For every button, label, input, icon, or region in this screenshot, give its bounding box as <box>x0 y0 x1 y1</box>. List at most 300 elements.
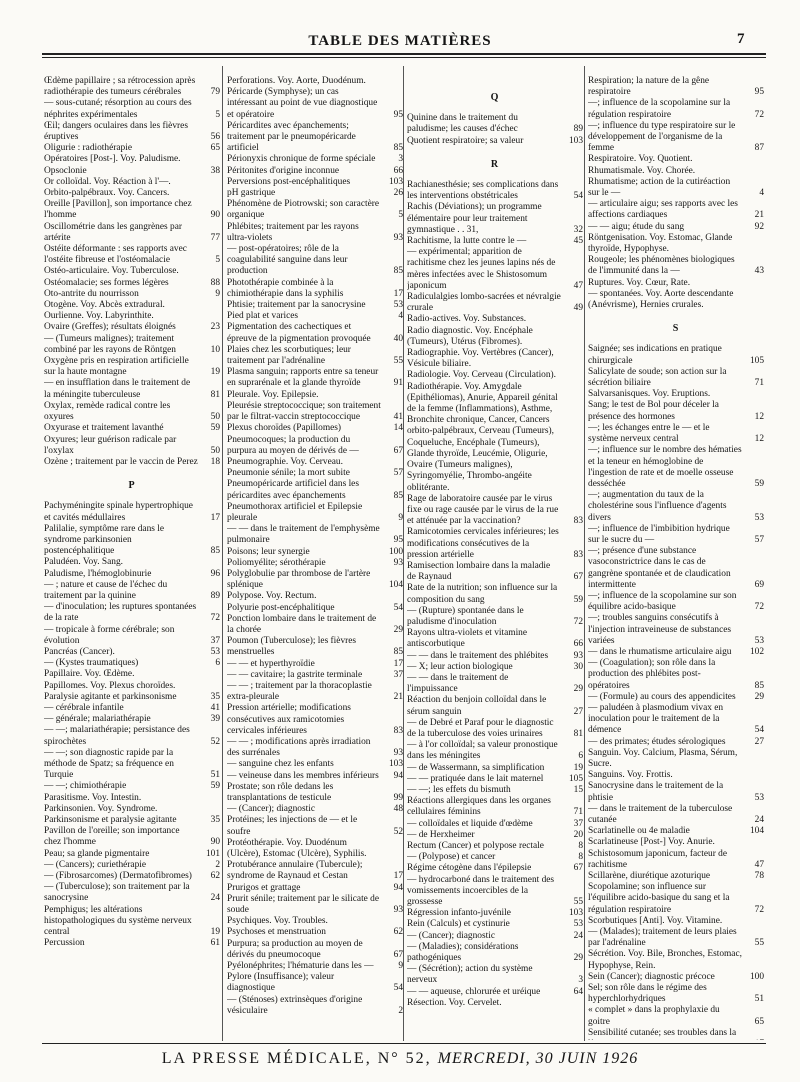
index-entry <box>227 681 403 703</box>
entry-page: 65 <box>754 1016 764 1027</box>
index-entry <box>227 300 403 311</box>
entry-page: 95 <box>393 109 403 120</box>
entry-page: 24 <box>754 815 764 825</box>
index-entry <box>44 356 220 378</box>
entry-text: — X; leur action biologique <box>407 661 513 672</box>
index-entry <box>588 826 764 837</box>
entry-text: Peau; sa glande pigmentaire <box>44 848 150 859</box>
index-column-4 <box>588 76 764 1040</box>
entry-text: — (Sécrétion); action du système nerveux <box>407 964 533 986</box>
entry-page: 59 <box>210 423 220 434</box>
entry-text: Ovaire (Greffes); résultats éloignés <box>44 322 176 333</box>
entry-text: — (Tumeurs malignes); traitement combiné par les rayons de Röntgen <box>44 333 176 355</box>
entry-text: Oreille [Pavillon], son importance chez l'homme <box>44 199 192 221</box>
entry-text: Oto-antrite du nourrisson <box>44 288 139 299</box>
entry-text: Rayons ultra-violets et vitamine antiscorbutique <box>407 628 528 650</box>
index-entry <box>588 692 764 703</box>
index-entry <box>588 748 764 770</box>
index-entry <box>588 849 764 871</box>
index-entry <box>44 98 220 120</box>
entry-page: 21 <box>393 692 403 703</box>
entry-page: 54 <box>573 191 583 202</box>
entry-page: 19 <box>210 927 220 938</box>
index-entry <box>407 583 583 605</box>
entry-text: Plaies chez les scorbutiques; leur traitement par l'adrénaline <box>227 344 351 367</box>
entry-text: Rachis (Déviations); un programme élémentaire pour leur traitement gymnastique . . 31, <box>407 202 542 235</box>
entry-page: 54 <box>393 602 403 613</box>
index-entry <box>227 860 403 882</box>
entry-text: — dans le traitement de la tuberculose cutanée <box>588 803 733 825</box>
index-entry <box>227 87 403 121</box>
index-entry <box>588 445 764 490</box>
entry-page: 72 <box>573 616 583 627</box>
entry-page: 57 <box>393 468 403 479</box>
entry-page: 37 <box>393 669 403 680</box>
index-entry <box>227 961 403 972</box>
entry-page: 87 <box>754 143 764 154</box>
index-entry <box>588 154 764 165</box>
entry-text: Polypose. Voy. Rectum. <box>227 591 317 602</box>
entry-text: — —; son diagnostic rapide par la méthode de Spatz; sa fréquence en Turquie <box>44 747 174 781</box>
index-entry <box>407 763 583 774</box>
entry-page: 47 <box>754 859 764 870</box>
entry-page: 45 <box>573 236 583 247</box>
index-entry <box>588 524 764 546</box>
entry-text: Phlébites; traitement par les rayons ultra-violets <box>227 221 359 243</box>
entry-text: —; influence de l'imbibition hydrique sur le sucre du — <box>588 523 730 545</box>
index-entry <box>407 494 583 528</box>
entry-page: 27 <box>573 706 583 717</box>
entry-page: 104 <box>749 826 764 837</box>
index-entry <box>227 939 403 961</box>
entry-page: 103 <box>388 176 403 187</box>
entry-text: Pneumothorax artificiel et Epilepsie pleurale <box>227 501 363 523</box>
entry-text: — (Cancer); diagnostic <box>227 804 315 815</box>
index-entry <box>407 841 583 852</box>
entry-text: — (Malades); traitement de leurs plaies par l'adrénaline <box>588 927 737 949</box>
index-entry <box>407 998 583 1009</box>
entry-page: 89 <box>573 124 583 135</box>
entry-page: 59 <box>573 594 583 605</box>
index-entry <box>227 591 403 602</box>
entry-text: Pleurale. Voy. Epilepsie. <box>227 389 319 400</box>
index-entry <box>407 314 583 325</box>
index-entry <box>227 367 403 389</box>
footer-date: MERCREDI, 30 JUIN 1926 <box>437 1050 639 1067</box>
entry-text: Paralysie agitante et parkinsonisme <box>44 691 177 702</box>
index-entry <box>407 830 583 841</box>
entry-text: Radio-actives. Voy. Substances. <box>407 314 527 325</box>
entry-page: 15 <box>573 784 583 795</box>
column-divider <box>222 66 223 1041</box>
entry-text: — paludéen à plasmodium vivax en inoculation pour le traitement de la démence <box>588 702 724 736</box>
entry-page: 55 <box>754 938 764 949</box>
index-entry <box>588 658 764 692</box>
index-entry <box>227 972 403 994</box>
entry-page: 62 <box>393 927 403 938</box>
entry-text: Péritonites d'origine inconnue <box>227 165 340 176</box>
index-entry <box>44 401 220 423</box>
entry-text: Rectum (Cancer) et polypose rectale <box>407 841 544 851</box>
entry-page: 37 <box>573 818 583 829</box>
index-entry <box>588 703 764 737</box>
entry-text: Prurigos et grattage <box>227 882 301 893</box>
entry-page: 10 <box>210 344 220 355</box>
entry-text: — hydrocarboné dans le traitement des vomissements incoercibles de la grossesse <box>407 874 555 908</box>
entry-page: 6 <box>578 751 583 762</box>
entry-page: 72 <box>754 109 764 120</box>
index-entry <box>227 636 403 658</box>
entry-page: 53 <box>754 635 764 646</box>
entry-text: — d'inoculation; les ruptures spontanées de la rate <box>44 602 197 624</box>
index-entry <box>227 883 403 894</box>
index-entry <box>588 737 764 748</box>
entry-page: 93 <box>573 650 583 661</box>
entry-text: Ponction lombaire dans le traitement de la chorée <box>227 613 377 635</box>
index-entry <box>44 714 220 725</box>
entry-text: — tropicale à forme cérébrale; son évolution <box>44 624 175 646</box>
entry-text: Pleurésie streptococcique; son traitement par le filtrat-vaccin streptococcique <box>227 400 381 423</box>
entry-text: Protubérance annulaire (Tubercule); syndrome de Raynaud et Cestan <box>227 860 363 882</box>
entry-page: 67 <box>393 949 403 960</box>
entry-page: 3 <box>578 975 583 986</box>
entry-text: — — dans le traitement de l'impuissance <box>407 672 509 695</box>
entry-text: Quinine dans le traitement du paludisme; les causes d'échec <box>407 113 518 135</box>
index-entry <box>44 849 220 860</box>
entry-page: 24 <box>210 893 220 904</box>
entry-page: 94 <box>393 770 403 781</box>
index-entry <box>44 244 220 266</box>
entry-page <box>742 1039 764 1040</box>
entry-page: 99 <box>393 793 403 803</box>
entry-text: Pneumonie sénile; la mort subite <box>227 468 350 479</box>
entry-text: Radiculalgies lombo-sacrées et névralgie crurale <box>407 292 561 314</box>
index-entry <box>227 759 403 770</box>
entry-page: 51 <box>210 770 220 781</box>
index-entry <box>588 916 764 927</box>
entry-page: 101 <box>205 848 220 859</box>
entry-text: Pyélonéphrites; l'hématurie dans les — <box>227 961 374 972</box>
entry-text: Scillarène, diurétique azoturique <box>588 871 711 882</box>
entry-page: 5 <box>398 210 403 221</box>
entry-page: 21 <box>754 210 764 221</box>
entry-text: Péricardites avec épanchements; traitement par le pneumopéricarde artificiel <box>227 120 356 154</box>
index-entry <box>227 782 403 804</box>
entry-page: 72 <box>754 602 764 613</box>
entry-page: 3 <box>398 154 403 165</box>
entry-text: — expérimental; apparition de rachitisme chez les jeunes lapins nés de mères infectées avec le Shistosomum japonicum <box>407 247 556 291</box>
entry-text: Palilalie, symptôme rare dans le syndrome parkinsonien postencéphalitique <box>44 523 165 557</box>
index-entry <box>407 875 583 909</box>
entry-text: —; les échanges entre le — et le système nerveux central <box>588 422 710 445</box>
entry-page: 12 <box>754 411 764 422</box>
entry-text: Rein (Calculs) et cystinurie <box>407 919 510 930</box>
entry-text: Sanguin. Voy. Calcium, Plasma, Sérum, Sucre. <box>588 747 738 769</box>
entry-text: Scarlatineuse [Post-] Voy. Anurie. <box>588 837 715 848</box>
index-entry <box>44 435 220 457</box>
entry-page: 66 <box>573 639 583 650</box>
entry-text: Oscillométrie dans les gangrènes par artérite <box>44 221 182 243</box>
index-entry <box>407 964 583 986</box>
entry-text: — (Formule) au cours des appendicites <box>588 691 736 702</box>
entry-page: 38 <box>210 165 220 176</box>
index-entry <box>227 614 403 636</box>
entry-text: Opsoclonie <box>44 165 87 176</box>
entry-text: Photothérapie combinée à la chimiothérapie dans la syphilis <box>227 277 344 299</box>
entry-text: — (Tuberculose); son traitement par la sanocrysine <box>44 882 190 904</box>
entry-page: 19 <box>573 762 583 773</box>
index-entry <box>588 647 764 658</box>
entry-text: Ostéo-articulaire. Voy. Tuberculose. <box>44 266 179 277</box>
entry-page: 90 <box>210 210 220 221</box>
index-entry <box>227 435 403 457</box>
index-entry <box>588 177 764 199</box>
index-entry <box>44 725 220 747</box>
index-entry <box>588 423 764 445</box>
entry-text: Scorbutiques [Anti]. Voy. Vitamine. <box>588 915 723 926</box>
index-entry <box>227 894 403 916</box>
entry-text: Poisons; leur synergie <box>227 546 310 557</box>
entry-page: 9 <box>215 288 220 299</box>
index-entry <box>588 949 764 971</box>
entry-page: 51 <box>754 994 764 1005</box>
entry-page: 93 <box>393 557 403 568</box>
index-entry <box>44 781 220 792</box>
index-entry <box>44 826 220 848</box>
entry-page: 72 <box>210 613 220 624</box>
entry-text: « complet » dans la prophylaxie du goitre <box>588 1005 720 1027</box>
entry-page: 62 <box>210 871 220 882</box>
index-entry <box>227 457 403 468</box>
index-entry <box>44 222 220 244</box>
entry-text: Parkinsonisme et paralysie agitante <box>44 815 177 825</box>
entry-text: Œil; dangers oculaires dans les fièvres éruptives <box>44 120 188 143</box>
index-entry <box>44 804 220 815</box>
entry-page: 103 <box>568 135 583 146</box>
entry-text: Pneumographie. Voy. Cerveau. <box>227 456 343 467</box>
entry-text: Pneumopéricarde artificiel dans les péricardites avec épanchements <box>227 479 359 501</box>
index-entry <box>44 748 220 782</box>
index-entry <box>44 658 220 669</box>
entry-page: 78 <box>754 871 764 882</box>
index-entry <box>407 673 583 695</box>
entry-page: 20 <box>573 829 583 840</box>
entry-text: Régime cétogène dans l'épilepsie <box>407 863 532 874</box>
entry-text: Poliomyélite; sérothérapie <box>227 557 326 568</box>
entry-text: Polyurie post-encéphalitique <box>227 602 335 613</box>
entry-text: Rhumatisme; action de la cutiréaction sur le — <box>588 176 731 199</box>
entry-text: — (Sténoses) extrinsèques d'origine vésiculaire <box>227 994 363 1016</box>
entry-page: 85 <box>393 647 403 658</box>
index-entry <box>588 1005 764 1027</box>
footer-rule <box>42 1043 766 1044</box>
entry-page: 29 <box>754 691 764 702</box>
index-entry <box>227 322 403 344</box>
entry-page: 67 <box>393 445 403 456</box>
index-entry <box>227 188 403 199</box>
entry-text: —; troubles sanguins consécutifs à l'injection intraveineuse de substances variées <box>588 613 732 646</box>
entry-text: — de Debré et Paraf pour le diagnostic de la tuberculose des voies urinaires <box>407 717 554 739</box>
index-entry <box>227 121 403 155</box>
entry-page: 19 <box>210 367 220 378</box>
entry-text: Réactions allergiques dans les organes cellulaires féminins <box>407 796 551 818</box>
index-entry <box>44 199 220 221</box>
entry-text: — sous-cutané; résorption au cours des néphrites expérimentales <box>44 98 192 120</box>
index-entry <box>588 972 764 983</box>
header-rule <box>42 53 766 55</box>
entry-page: 83 <box>573 516 583 527</box>
index-entry <box>588 289 764 311</box>
entry-text: —; influence du type respiratoire sur le développement de l'organisme de la femme <box>588 120 736 154</box>
entry-text: Pneumocoques; la production du purpura au moyen de dérivés de — <box>227 434 359 456</box>
entry-page: 29 <box>393 624 403 635</box>
index-entry <box>588 233 764 255</box>
entry-page: 50 <box>210 412 220 423</box>
entry-text: Œdème papillaire ; sa rétrocession après radiothérapie des tumeurs cérébrales <box>44 76 196 98</box>
entry-text: Opératoires [Post-]. Voy. Paludisme. <box>44 154 181 165</box>
entry-page: 65 <box>210 143 220 154</box>
entry-page: 77 <box>210 232 220 243</box>
index-entry <box>227 311 403 322</box>
entry-page: 39 <box>210 714 220 725</box>
index-entry <box>227 737 403 759</box>
index-entry <box>227 502 403 524</box>
entry-text: Schistosomum japonicum, facteur de rachitisme <box>588 848 728 870</box>
entry-page: 29 <box>573 684 583 695</box>
index-entry <box>44 871 220 882</box>
entry-page: 95 <box>393 535 403 546</box>
entry-page: 53 <box>754 792 764 803</box>
entry-text: — (Fibrosarcomes) (Dermatofibromes) <box>44 871 192 882</box>
entry-text: — en insufflation dans le traitement de la méningite tuberculeuse <box>44 378 191 400</box>
entry-text: Respiratoire. Voy. Quotient. <box>588 154 693 165</box>
index-entry <box>407 247 583 292</box>
index-entry <box>407 651 583 662</box>
entry-page: 41 <box>393 412 403 423</box>
entry-text: Sein (Cancer); diagnostic précoce <box>588 971 715 982</box>
entry-text: — —; malariathérapie; persistance des spirochètes <box>44 725 190 747</box>
index-entry <box>227 703 403 737</box>
index-entry <box>227 177 403 188</box>
entry-text: — — pratiquée dans le lait maternel <box>407 773 544 784</box>
entry-text: —; influence de la scopolamine sur la régulation respiratoire <box>588 98 731 120</box>
entry-page: 92 <box>754 221 764 232</box>
column-divider <box>403 66 404 1041</box>
entry-text: Radio diagnostic. Voy. Encéphale (Tumeurs), Utérus (Fibromes). <box>407 325 533 347</box>
entry-page: 53 <box>573 919 583 930</box>
entry-page: 2 <box>215 859 220 870</box>
index-entry <box>407 292 583 314</box>
entry-text: Pemphigus; les altérations histopathologiques du système nerveux central <box>44 904 192 938</box>
entry-page: 30 <box>573 661 583 672</box>
index-entry <box>44 76 220 98</box>
entry-text: Orbito-palpébraux. Voy. Cancers. <box>44 188 170 199</box>
index-entry <box>407 348 583 370</box>
index-entry <box>588 490 764 524</box>
entry-text: Röntgenisation. Voy. Estomac, Glande thyroïde, Hypophyse. <box>588 232 733 255</box>
entry-text: Paludisme, l'hémoglobinurie <box>44 568 152 579</box>
entry-page: 85 <box>393 143 403 154</box>
entry-page: 56 <box>210 132 220 143</box>
section-letter-p: P <box>128 480 136 492</box>
entry-text: Périonyxis chronique de forme spéciale <box>227 154 376 165</box>
index-entry <box>227 401 403 423</box>
index-entry <box>44 278 220 289</box>
entry-page: 8 <box>578 841 583 851</box>
entry-text: Papillomes. Voy. Plexus choroïdes. <box>44 680 176 691</box>
index-entry <box>227 547 403 558</box>
index-entry <box>227 804 403 815</box>
entry-text: Pachyméningite spinale hypertrophique et cavités médullaires <box>44 501 193 523</box>
index-entry <box>227 390 403 401</box>
entry-page: 55 <box>393 356 403 367</box>
index-entry <box>407 796 583 818</box>
entry-page: 72 <box>754 904 764 915</box>
index-entry <box>44 602 220 624</box>
entry-text: Rage de laboratoire causée par le virus fixe ou rage causée par le virus de la rue et atténuée par la vaccination? <box>407 493 559 527</box>
index-entry <box>407 606 583 628</box>
entry-text: Phtisie; traitement par la sanocrysine <box>227 300 366 311</box>
section-letter-q: Q <box>490 92 500 103</box>
index-entry <box>588 166 764 177</box>
index-entry <box>44 815 220 826</box>
entry-text: Salicylate de soude; son action sur la sécrétion biliaire <box>588 366 727 389</box>
entry-page: 105 <box>568 773 583 784</box>
index-entry <box>588 882 764 916</box>
index-entry <box>588 591 764 613</box>
entry-text: Perversions post-encéphalitiques <box>227 176 351 187</box>
entry-page: 5 <box>215 109 220 120</box>
entry-page: 85 <box>393 266 403 277</box>
index-entry <box>407 382 583 494</box>
index-entry <box>44 557 220 568</box>
index-entry <box>407 628 583 650</box>
index-entry <box>44 681 220 692</box>
index-entry <box>407 942 583 964</box>
entry-page: 94 <box>393 882 403 893</box>
entry-text: — (Cancers); curiethérapie <box>44 859 147 870</box>
entry-text: —; présence d'une substance vasoconstrictrice dans le cas de gangrène spontanée et de claudication intermittente <box>588 546 731 590</box>
index-entry <box>227 244 403 278</box>
index-entry <box>407 785 583 796</box>
index-entry <box>588 927 764 949</box>
index-entry <box>407 931 583 942</box>
index-entry <box>588 983 764 1005</box>
entry-page: 71 <box>754 378 764 389</box>
entry-text: Péricarde (Symphyse); un cas intéressant au point de vue diagnostique et opératoire <box>227 87 378 120</box>
entry-page: 23 <box>210 322 220 333</box>
entry-text: Pied plat et varices <box>227 311 299 322</box>
index-entry <box>44 692 220 703</box>
entry-text: — — aqueuse, chlorurée et uréique <box>407 986 541 997</box>
index-entry <box>588 344 764 366</box>
entry-text: Radiologie. Voy. Cerveau (Circulation). <box>407 370 557 381</box>
entry-text: — sanguine chez les enfants <box>227 759 334 770</box>
entry-page: 27 <box>754 736 764 747</box>
index-entry <box>407 987 583 998</box>
entry-page: 67 <box>573 863 583 874</box>
entry-page: 53 <box>393 300 403 311</box>
section-letter-s: S <box>672 323 680 335</box>
header-rule-thin <box>42 57 766 58</box>
entry-page: 91 <box>393 378 403 389</box>
index-column-1 <box>44 76 220 1040</box>
index-entry <box>227 199 403 221</box>
entry-page: 66 <box>393 165 403 176</box>
index-entry <box>44 311 220 322</box>
entry-text: Oxyurase et traitement lavanthé <box>44 423 164 434</box>
entry-text: —; influence sur le nombre des hématies et la teneur en hémoglobine de l'ingestion de rate et de moelle osseuse desséchée <box>588 445 742 489</box>
